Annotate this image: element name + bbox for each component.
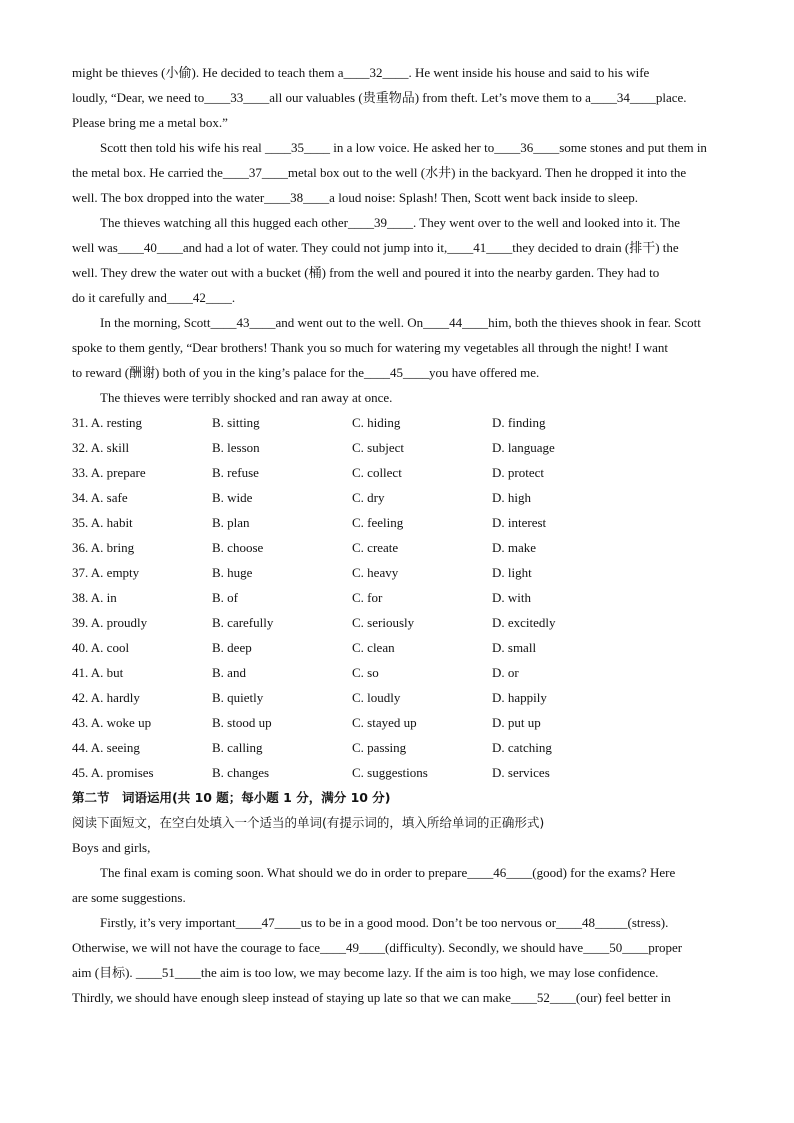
option-row bbox=[72, 410, 722, 435]
option-b: B. stood up bbox=[212, 715, 272, 730]
text-line: well. The box dropped into the water____38____a loud noise: Splash! Then, Scott went back inside to sleep. bbox=[72, 190, 639, 205]
passage-one bbox=[72, 60, 722, 410]
option-b: B. lesson bbox=[212, 440, 260, 455]
option-a: 31. A. resting bbox=[72, 415, 143, 430]
text-line: In the morning, Scott____43____and went out to the well. On____44____him, both the thieves shook in fear. Scott bbox=[100, 315, 701, 330]
option-d: D. catching bbox=[492, 740, 552, 755]
option-a: 37. A. empty bbox=[72, 565, 140, 580]
option-b: B. changes bbox=[212, 765, 270, 780]
text-line: are some suggestions. bbox=[72, 890, 186, 905]
option-d: D. language bbox=[492, 440, 555, 455]
text-line: The final exam is coming soon. What should we do in order to prepare____46____(good) for the exams? Here bbox=[100, 865, 676, 880]
text-line: Firstly, it’s very important____47____us to be in a good mood. Don’t be too nervous or____48_____(stress). bbox=[100, 915, 669, 930]
option-d: D. excitedly bbox=[492, 615, 556, 630]
option-b: B. plan bbox=[212, 515, 250, 530]
text-line: spoke to them gently, “Dear brothers! Thank you so much for watering my vegetables all through the night! I want bbox=[72, 340, 669, 355]
option-d: D. protect bbox=[492, 465, 544, 480]
text-line: well was____40____and had a lot of water. They could not jump into it,____41____they decided to drain (排干) the bbox=[72, 240, 679, 255]
option-row bbox=[72, 660, 722, 685]
option-c: C. collect bbox=[352, 465, 402, 480]
option-c: C. create bbox=[352, 540, 399, 555]
text-line: loudly, “Dear, we need to____33____all our valuables (贵重物品) from theft. Let’s move them to a____34____place. bbox=[72, 90, 687, 105]
option-c: C. dry bbox=[352, 490, 385, 505]
text-line: aim (目标). ____51____the aim is too low, we may become lazy. If the aim is too high, we may lose confidence. bbox=[72, 965, 659, 980]
option-row bbox=[72, 685, 722, 710]
option-d: D. high bbox=[492, 490, 531, 505]
option-row bbox=[72, 535, 722, 560]
option-b: B. sitting bbox=[212, 415, 260, 430]
option-a: 36. A. bring bbox=[72, 540, 135, 555]
option-b: B. refuse bbox=[212, 465, 259, 480]
option-b: B. carefully bbox=[212, 615, 274, 630]
option-row bbox=[72, 735, 722, 760]
option-c: C. subject bbox=[352, 440, 404, 455]
text-line: Otherwise, we will not have the courage to face____49____(difficulty). Secondly, we should have____50____proper bbox=[72, 940, 683, 955]
option-b: B. choose bbox=[212, 540, 264, 555]
option-row bbox=[72, 460, 722, 485]
option-a: 41. A. but bbox=[72, 665, 124, 680]
option-d: D. interest bbox=[492, 515, 547, 530]
option-a: 44. A. seeing bbox=[72, 740, 140, 755]
option-a: 40. A. cool bbox=[72, 640, 130, 655]
option-row bbox=[72, 710, 722, 735]
option-a: 43. A. woke up bbox=[72, 715, 152, 730]
option-c: C. so bbox=[352, 665, 379, 680]
option-d: D. light bbox=[492, 565, 532, 580]
option-a: 32. A. skill bbox=[72, 440, 130, 455]
option-c: C. seriously bbox=[352, 615, 415, 630]
option-d: D. with bbox=[492, 590, 531, 605]
option-d: D. finding bbox=[492, 415, 546, 430]
option-row bbox=[72, 435, 722, 460]
option-c: C. passing bbox=[352, 740, 407, 755]
option-c: C. stayed up bbox=[352, 715, 417, 730]
option-row bbox=[72, 760, 722, 785]
greeting: Boys and girls, bbox=[72, 840, 151, 855]
option-b: B. of bbox=[212, 590, 238, 605]
options-list bbox=[72, 410, 722, 785]
section-instruction: 阅读下面短文，在空白处填入一个适当的单词(有提示词的，填入所给单词的正确形式) bbox=[72, 815, 545, 830]
option-b: B. huge bbox=[212, 565, 253, 580]
text-line: do it carefully and____42____. bbox=[72, 290, 236, 305]
option-a: 39. A. proudly bbox=[72, 615, 148, 630]
option-c: C. suggestions bbox=[352, 765, 428, 780]
text-line: the metal box. He carried the____37____metal box out to the well (水井) in the backyard. Then he dropped it into the bbox=[72, 165, 687, 180]
option-c: C. clean bbox=[352, 640, 395, 655]
text-line: well. They drew the water out with a bucket (桶) from the well and poured it into the nearby garden. They had to bbox=[72, 265, 660, 280]
option-c: C. heavy bbox=[352, 565, 399, 580]
option-row bbox=[72, 635, 722, 660]
document-page bbox=[72, 60, 722, 1010]
option-c: C. hiding bbox=[352, 415, 401, 430]
option-b: B. deep bbox=[212, 640, 252, 655]
option-a: 35. A. habit bbox=[72, 515, 133, 530]
section-two bbox=[72, 785, 722, 1010]
option-c: C. feeling bbox=[352, 515, 404, 530]
text-line: The thieves were terribly shocked and ran away at once. bbox=[100, 390, 393, 405]
option-d: D. small bbox=[492, 640, 537, 655]
option-b: B. quietly bbox=[212, 690, 264, 705]
text-line: Thirdly, we should have enough sleep instead of staying up late so that we can make____52____(our) feel better in bbox=[72, 990, 671, 1005]
option-c: C. loudly bbox=[352, 690, 401, 705]
option-a: 38. A. in bbox=[72, 590, 117, 605]
section-title: 第二节 词语运用(共 10 题；每小题 1 分，满分 10 分) bbox=[72, 790, 391, 805]
option-d: D. put up bbox=[492, 715, 541, 730]
option-a: 33. A. prepare bbox=[72, 465, 146, 480]
text-line: might be thieves (小偷). He decided to teach them a____32____. He went inside his house and said to his wife bbox=[72, 65, 650, 80]
text-line: The thieves watching all this hugged each other____39____. They went over to the well and looked into it. The bbox=[100, 215, 681, 230]
option-b: B. wide bbox=[212, 490, 253, 505]
option-row bbox=[72, 510, 722, 535]
option-row bbox=[72, 560, 722, 585]
text-line: Scott then told his wife his real ____35____ in a low voice. He asked her to____36____some stones and put them in bbox=[100, 140, 707, 155]
option-c: C. for bbox=[352, 590, 383, 605]
text-line: to reward (酬谢) both of you in the king’s palace for the____45____you have offered me. bbox=[72, 365, 540, 380]
option-d: D. services bbox=[492, 765, 550, 780]
option-row bbox=[72, 610, 722, 635]
option-d: D. happily bbox=[492, 690, 547, 705]
option-b: B. calling bbox=[212, 740, 263, 755]
option-d: D. make bbox=[492, 540, 537, 555]
option-a: 42. A. hardly bbox=[72, 690, 140, 705]
option-row bbox=[72, 585, 722, 610]
option-b: B. and bbox=[212, 665, 246, 680]
option-d: D. or bbox=[492, 665, 519, 680]
option-a: 45. A. promises bbox=[72, 765, 154, 780]
text-line: Please bring me a metal box.” bbox=[72, 115, 228, 130]
option-row bbox=[72, 485, 722, 510]
option-a: 34. A. safe bbox=[72, 490, 128, 505]
